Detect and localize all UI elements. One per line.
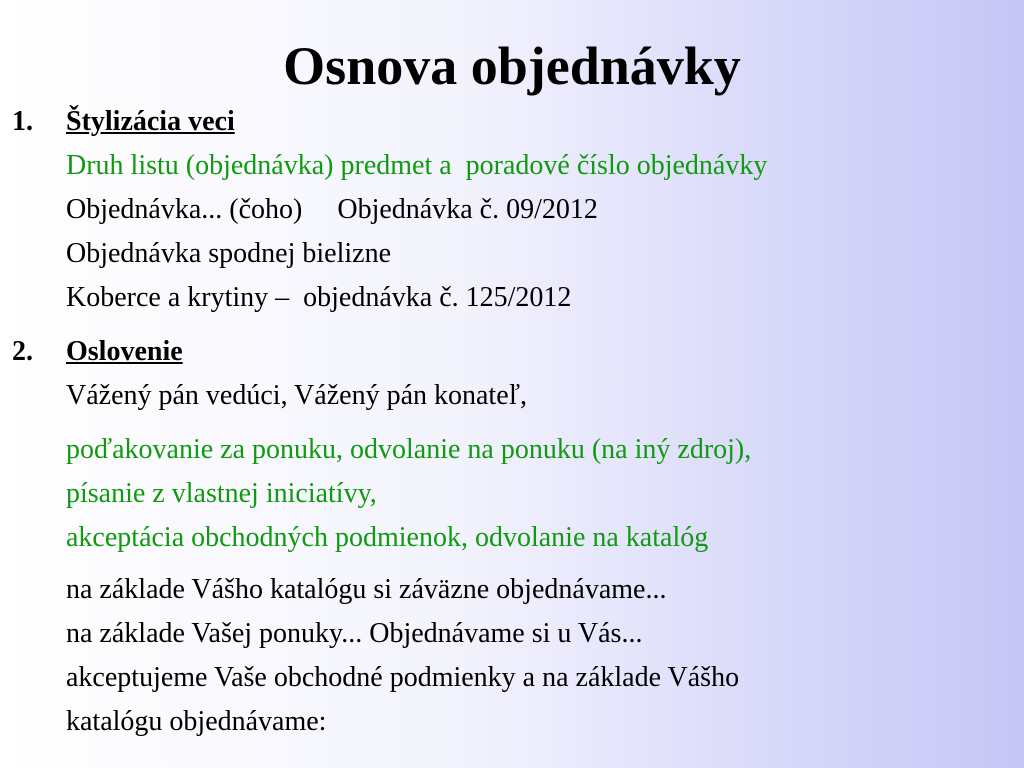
section-2-line-2: poďakovanie za ponuku, odvolanie na ponuku (na iný zdroj),	[66, 434, 752, 465]
section-2-heading: Oslovenie	[66, 336, 183, 367]
section-1-line-3: Objednávka spodnej bielizne	[66, 238, 392, 269]
section-2-line-6: na základe Vašej ponuky... Objednávame si u Vás...	[66, 618, 643, 649]
section-1-line-4: Koberce a krytiny – objednávka č. 125/2012	[66, 282, 572, 313]
slide-title: Osnova objednávky	[283, 36, 741, 96]
section-1-number: 1.	[12, 106, 33, 137]
section-1-line-2: Objednávka... (čoho) Objednávka č. 09/2012	[66, 194, 598, 225]
section-2-line-5: na základe Vášho katalógu si záväzne objednávame...	[66, 574, 667, 605]
section-2-line-4: akceptácia obchodných podmienok, odvolanie na katalóg	[66, 522, 709, 553]
section-2-line-1: Vážený pán vedúci, Vážený pán konateľ,	[66, 380, 528, 411]
section-2-line-8: katalógu objednávame:	[66, 706, 327, 737]
section-1-line-1: Druh listu (objednávka) predmet a poradové číslo objednávky	[66, 150, 768, 181]
section-2-number: 2.	[12, 336, 33, 367]
section-2-line-7: akceptujeme Vaše obchodné podmienky a na základe Vášho	[66, 662, 740, 693]
section-1-heading: Štylizácia veci	[66, 106, 235, 137]
section-2-line-3: písanie z vlastnej iniciatívy,	[66, 478, 377, 509]
